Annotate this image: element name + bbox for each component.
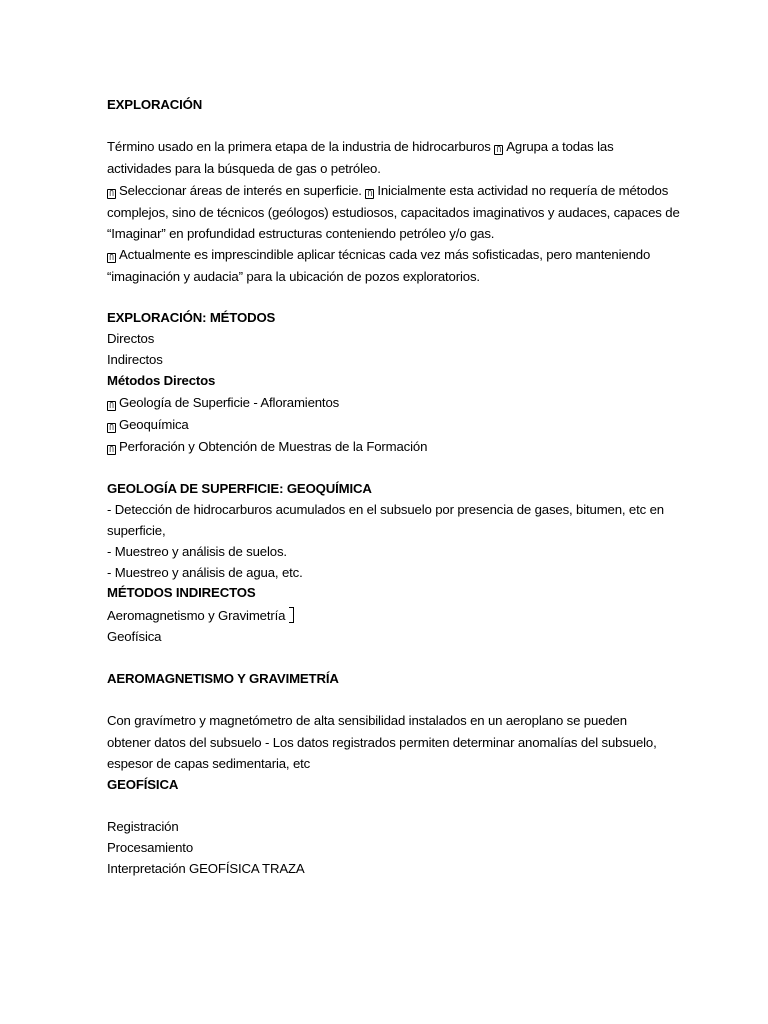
list-item: Registración — [107, 819, 179, 834]
paragraph-line: complejos, sino de técnicos (geólogos) estudiosos, capacitados imaginativos y audaces, capaces de — [107, 205, 680, 220]
missing-glyph-icon: Ⴖ — [365, 189, 374, 199]
text-span: Geología de Superficie - Afloramientos — [119, 395, 340, 410]
heading-metodos: EXPLORACIÓN: MÉTODOS — [107, 310, 276, 325]
missing-glyph-icon: Ⴖ — [107, 401, 116, 411]
text-span: Inicialmente esta actividad no requería de métodos — [377, 183, 669, 198]
paragraph-line: actividades para la búsqueda de gas o petróleo. — [107, 161, 381, 176]
missing-glyph-icon: Ⴖ — [494, 145, 503, 155]
text-span: Actualmente es imprescindible aplicar técnicas cada vez más sofisticadas, pero manteniendo — [119, 247, 651, 262]
text-span: Aeromagnetismo y Gravimetría — [107, 608, 286, 623]
paragraph-line: - Muestreo y análisis de agua, etc. — [107, 565, 303, 580]
bullet-item — [107, 416, 189, 434]
paragraph-line — [107, 246, 650, 264]
paragraph-line: - Muestreo y análisis de suelos. — [107, 544, 287, 559]
bullet-item — [107, 438, 427, 456]
paragraph-line: - Detección de hidrocarburos acumulados en el subsuelo por presencia de gases, bitumen, etc en — [107, 502, 664, 517]
text-span: Seleccionar áreas de interés en superficie. — [119, 183, 366, 198]
heading-geoquimica: GEOLOGÍA DE SUPERFICIE: GEOQUÍMICA — [107, 481, 372, 496]
missing-glyph-icon: Ⴖ — [107, 189, 116, 199]
paragraph-line: obtener datos del subsuelo - Los datos registrados permiten determinar anomalías del subsuelo, — [107, 735, 657, 750]
heading-metodos-indirectos: MÉTODOS INDIRECTOS — [107, 585, 256, 600]
heading-geofisica: GEOFÍSICA — [107, 777, 179, 792]
list-item: Indirectos — [107, 352, 163, 367]
list-item: Directos — [107, 331, 155, 346]
paragraph-line: Con gravímetro y magnetómetro de alta sensibilidad instalados en un aeroplano se pueden — [107, 713, 627, 728]
missing-glyph-icon: Ⴖ — [107, 423, 116, 433]
paragraph-line: “Imaginar” en profundidad estructuras conteniendo petróleo y/o gas. — [107, 226, 495, 241]
text-span: Perforación y Obtención de Muestras de la Formación — [119, 439, 428, 454]
missing-glyph-icon: Ⴖ — [107, 445, 116, 455]
paragraph-line: superficie, — [107, 523, 166, 538]
paragraph-line — [107, 182, 668, 200]
paragraph-line — [107, 138, 614, 156]
text-span: Término usado en la primera etapa de la industria de hidrocarburos — [107, 139, 495, 154]
bracket-icon — [289, 607, 294, 623]
text-span: Geoquímica — [119, 417, 189, 432]
bullet-item — [107, 394, 339, 412]
list-item: Geofísica — [107, 629, 162, 644]
paragraph-line: “imaginación y audacia” para la ubicación de pozos exploratorios. — [107, 269, 480, 284]
heading-exploracion: EXPLORACIÓN — [107, 97, 203, 112]
paragraph-line: espesor de capas sedimentaria, etc — [107, 756, 311, 771]
list-item — [107, 607, 294, 625]
list-item: Interpretación GEOFÍSICA TRAZA — [107, 861, 305, 876]
missing-glyph-icon: Ⴖ — [107, 253, 116, 263]
heading-aeromagnetismo: AEROMAGNETISMO Y GRAVIMETRÍA — [107, 671, 339, 686]
subheading-metodos-directos: Métodos Directos — [107, 373, 216, 388]
text-span: Agrupa a todas las — [506, 139, 614, 154]
list-item: Procesamiento — [107, 840, 194, 855]
